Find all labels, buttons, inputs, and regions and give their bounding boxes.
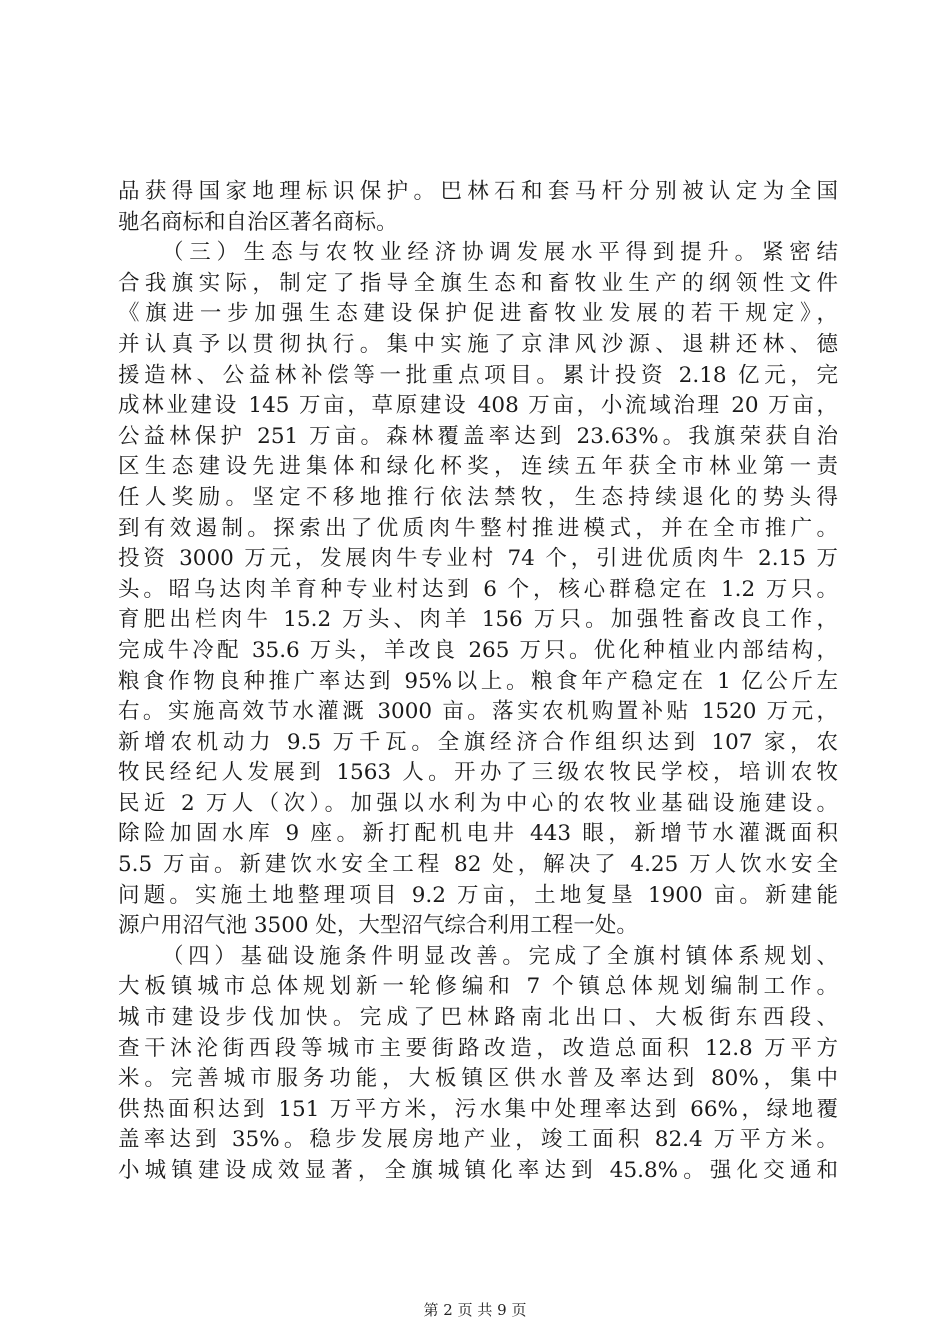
text-line: 头。昭乌达肉羊育种专业村达到 6 个，核心群稳定在 1.2 万只。 [118, 576, 838, 602]
text-line: 民近 2 万人（次）。加强以水利为中心的农牧业基础设施建设。 [118, 790, 838, 816]
text-line: 成林业建设 145 万亩，草原建设 408 万亩，小流域治理 20 万亩， [118, 393, 838, 419]
text-line: 问题。实施土地整理项目 9.2 万亩，土地复垦 1900 亩。新建能 [118, 882, 838, 908]
text-line: 查干沐沦街西段等城市主要街路改造，改造总面积 12.8 万平方 [118, 1035, 838, 1061]
text-line: 大板镇城市总体规划新一轮修编和 7 个镇总体规划编制工作。 [118, 974, 838, 1000]
text-line: 合我旗实际，制定了指导全旗生态和畜牧业生产的纲领性文件 [118, 270, 838, 296]
text-line: 小城镇建设成效显著，全旗城镇化率达到 45.8%。强化交通和 [118, 1158, 838, 1183]
text-line: 5.5 万亩。新建饮水安全工程 82 处，解决了 4.25 万人饮水安全 [118, 852, 838, 878]
text-line: （三）生态与农牧业经济协调发展水平得到提升。紧密结 [162, 240, 838, 266]
text-line: 任人奖励。坚定不移地推行依法禁牧，生态持续退化的势头得 [118, 484, 838, 510]
text-line: 《旗进一步加强生态建设保护促进畜牧业发展的若干规定》， [118, 301, 838, 327]
text-line: 公益林保护 251 万亩。森林覆盖率达到 23.63%。我旗荣获自治 [118, 423, 838, 449]
body-text [118, 177, 838, 1187]
text-line: 牧民经纪人发展到 1563 人。开办了三级农牧民学校，培训农牧 [118, 760, 838, 786]
text-line: 驰名商标和自治区著名商标。 [118, 209, 398, 235]
text-line: 粮食作物良种推广率达到 95%以上。粮食年产稳定在 1 亿公斤左 [118, 668, 838, 694]
text-line: 到有效遏制。探索出了优质肉牛整村推进模式，并在全市推广。 [118, 515, 838, 541]
text-line: 源户用沼气池 3500 处，大型沼气综合利用工程一处。 [118, 913, 638, 939]
text-line: 供热面积达到 151 万平方米，污水集中处理率达到 66%，绿地覆 [118, 1096, 838, 1122]
text-line: 新增农机动力 9.5 万千瓦。全旗经济合作组织达到 107 家，农 [118, 729, 838, 755]
text-line: 援造林、公益林补偿等一批重点项目。累计投资 2.18 亿元，完 [118, 362, 838, 388]
text-line: 除险加固水库 9 座。新打配机电井 443 眼，新增节水灌溉面积 [118, 821, 838, 847]
text-line: 并认真予以贯彻执行。集中实施了京津风沙源、退耕还林、德 [118, 331, 838, 357]
text-line: 品获得国家地理标识保护。巴林石和套马杆分别被认定为全国 [118, 179, 838, 204]
text-line: 完成牛冷配 35.6 万头，羊改良 265 万只。优化种植业内部结构， [118, 637, 838, 663]
text-line: 育肥出栏肉牛 15.2 万头、肉羊 156 万只。加强牲畜改良工作， [118, 607, 838, 633]
text-line: 城市建设步伐加快。完成了巴林路南北出口、大板街东西段、 [118, 1005, 838, 1031]
text-line: 区生态建设先进集体和绿化杯奖，连续五年获全市林业第一责 [118, 454, 838, 480]
text-line: 右。实施高效节水灌溉 3000 亩。落实农机购置补贴 1520 万元， [118, 699, 838, 725]
text-line: 投资 3000 万元，发展肉牛专业村 74 个，引进优质肉牛 2.15 万 [118, 546, 838, 572]
text-line: （四）基础设施条件明显改善。完成了全旗村镇体系规划、 [162, 943, 838, 969]
page-footer: 第 2 页 共 9 页 [423, 1301, 527, 1319]
text-line: 米。完善城市服务功能，大板镇区供水普及率达到 80%，集中 [118, 1066, 838, 1092]
text-line: 盖率达到 35%。稳步发展房地产业，竣工面积 82.4 万平方米。 [118, 1127, 838, 1153]
